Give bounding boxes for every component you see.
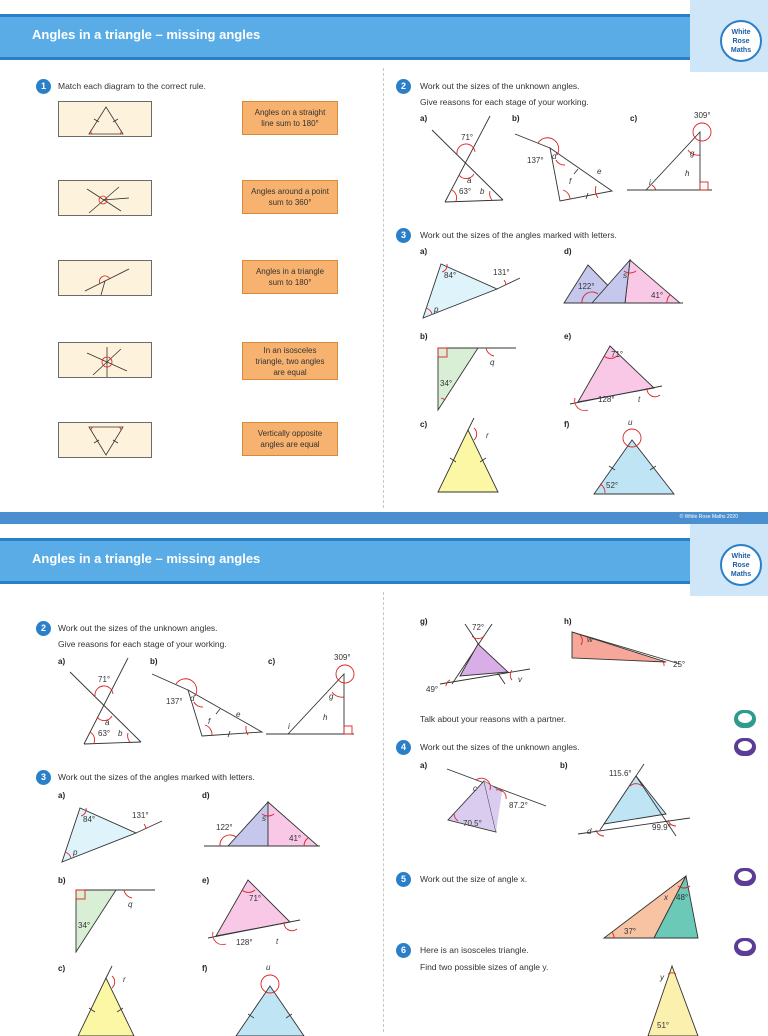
angle-label: d <box>190 694 195 703</box>
angle-label: y <box>660 973 664 982</box>
angle-label: f <box>208 717 211 726</box>
part-label: b) <box>560 761 568 770</box>
angle-label: 71° <box>461 133 474 142</box>
part-label: d) <box>564 247 572 256</box>
angle-label: x <box>664 893 668 902</box>
angle-label: 115.6° <box>609 769 632 778</box>
angle-label: 63° <box>459 187 472 196</box>
part-label: f) <box>564 420 570 429</box>
rule-card-straight-line[interactable]: Angles on a straight line sum to 180° <box>242 101 338 135</box>
hint-icon <box>734 738 756 756</box>
question-text: Here is an isosceles triangle. <box>420 945 529 955</box>
angle-label: 34° <box>78 921 91 930</box>
angle-label: 41° <box>289 834 302 843</box>
logo-line: White <box>731 553 751 560</box>
angle-label: 131° <box>493 268 510 277</box>
angle-label: b <box>118 729 123 738</box>
q6-figure <box>0 524 768 1036</box>
part-label: c) <box>420 420 428 429</box>
part-label: b) <box>420 332 428 341</box>
part-label: a) <box>58 791 66 800</box>
part-label: b) <box>512 114 520 123</box>
question-text: Work out the sizes of the angles marked with letters. <box>420 230 617 240</box>
angle-label: h <box>323 713 328 722</box>
angle-label: a <box>105 718 110 727</box>
part-label: a) <box>420 761 428 770</box>
question-number: 5 <box>396 872 411 887</box>
question-text: Give reasons for each stage of your working. <box>420 97 589 107</box>
angle-label: 72° <box>472 623 485 632</box>
angle-label: a <box>467 176 472 185</box>
angle-label: 122° <box>216 823 233 832</box>
angle-label: e <box>597 167 602 176</box>
question-number: 6 <box>396 943 411 958</box>
copyright: © White Rose Maths 2020 <box>679 514 738 520</box>
angle-label: i <box>649 178 651 187</box>
logo-line: Maths <box>730 571 752 578</box>
angle-label: 131° <box>132 811 149 820</box>
part-label: e) <box>564 332 572 341</box>
angle-label: p <box>73 848 78 857</box>
angle-label: 71° <box>249 894 262 903</box>
angle-label: t <box>638 395 641 404</box>
angle-label: u <box>628 418 633 427</box>
angle-label: c <box>473 784 477 793</box>
angle-label: 99.9° <box>652 823 671 832</box>
angle-label: 137° <box>166 697 183 706</box>
question-text: Work out the size of angle x. <box>420 874 528 884</box>
rule-card-triangle-sum[interactable]: Angles in a triangle sum to 180° <box>242 260 338 294</box>
angle-label: t <box>276 937 279 946</box>
part-label: d) <box>202 791 210 800</box>
angle-label: s <box>623 271 627 280</box>
part-label: b) <box>150 657 158 666</box>
angle-label: f <box>569 177 572 186</box>
page-title: Angles in a triangle – missing angles <box>32 551 261 566</box>
question-text: Find two possible sizes of angle y. <box>420 962 549 972</box>
question-text: Work out the sizes of the unknown angles. <box>420 81 580 91</box>
logo-line: Maths <box>730 47 752 54</box>
logo-line: Rose <box>732 38 750 45</box>
angle-label: w <box>587 635 593 644</box>
angle-label: 51° <box>657 1021 670 1030</box>
hint-icon <box>734 868 756 886</box>
angle-label: 70.5° <box>463 819 482 828</box>
angle-label: h <box>685 169 690 178</box>
part-label: a) <box>420 114 428 123</box>
logo-line: White <box>731 29 751 36</box>
angle-label: 84° <box>83 815 96 824</box>
angle-label: p <box>434 305 439 314</box>
question-number: 4 <box>396 740 411 755</box>
question-number: 3 <box>36 770 51 785</box>
question-number: 1 <box>36 79 51 94</box>
angle-label: g <box>329 692 334 701</box>
angle-label: q <box>490 358 495 367</box>
angle-label: b <box>480 187 485 196</box>
angle-label: 48° <box>676 893 689 902</box>
part-label: b) <box>58 876 66 885</box>
part-label: g) <box>420 617 428 626</box>
page-separator <box>0 512 768 524</box>
part-label: c) <box>630 114 638 123</box>
question-number: 2 <box>396 79 411 94</box>
angle-label: 34° <box>440 379 453 388</box>
angle-label: 71° <box>98 675 111 684</box>
angle-label: 128° <box>236 938 253 947</box>
part-label: e) <box>202 876 210 885</box>
worksheet-page-1 <box>0 0 768 512</box>
angle-label: 137° <box>527 156 544 165</box>
question-text: Match each diagram to the correct rule. <box>58 81 206 91</box>
angle-label: 122° <box>578 282 595 291</box>
part-label: c) <box>268 657 276 666</box>
angle-label: 128° <box>598 395 615 404</box>
angle-label: 84° <box>444 271 457 280</box>
angle-label: 52° <box>606 481 619 490</box>
angle-label: e <box>236 710 241 719</box>
angle-label: v <box>518 675 522 684</box>
partner-prompt: Talk about your reasons with a partner. <box>420 714 566 724</box>
worksheet-page-2 <box>0 524 768 1036</box>
rule-card-vertically-opposite[interactable]: Vertically opposite angles are equal <box>242 422 338 456</box>
angle-label: d <box>587 827 592 836</box>
angle-label: u <box>266 963 271 972</box>
part-label: a) <box>420 247 428 256</box>
part-label: h) <box>564 617 572 626</box>
question-text: Give reasons for each stage of your working. <box>58 639 227 649</box>
angle-label: 309° <box>334 653 351 662</box>
angle-label: d <box>552 152 557 161</box>
part-label: f) <box>202 964 208 973</box>
angle-label: 25° <box>673 660 686 669</box>
logo-line: Rose <box>732 562 750 569</box>
question-number: 3 <box>396 228 411 243</box>
part-label: a) <box>58 657 66 666</box>
rule-card-isosceles[interactable]: In an isosceles triangle, two angles are equal <box>242 342 338 380</box>
angle-label: 63° <box>98 729 111 738</box>
discussion-icon <box>734 710 756 728</box>
angle-label: r <box>123 975 126 984</box>
rule-card-around-point[interactable]: Angles around a point sum to 360° <box>242 180 338 214</box>
angle-label: 87.2° <box>509 801 528 810</box>
angle-label: s <box>262 814 266 823</box>
angle-label: 37° <box>624 927 637 936</box>
question-number: 2 <box>36 621 51 636</box>
angle-label: i <box>288 722 290 731</box>
angle-label: q <box>128 900 133 909</box>
angle-label: 309° <box>694 111 711 120</box>
question-text: Work out the sizes of the unknown angles. <box>58 623 218 633</box>
question-text: Work out the sizes of the angles marked with letters. <box>58 772 255 782</box>
angle-label: 71° <box>611 350 624 359</box>
page-title: Angles in a triangle – missing angles <box>32 27 261 42</box>
angle-label: g <box>690 149 695 158</box>
question-text: Work out the sizes of the unknown angles. <box>420 742 580 752</box>
angle-label: 41° <box>651 291 664 300</box>
angle-label: r <box>486 431 489 440</box>
angle-label: 49° <box>426 685 439 694</box>
hint-icon <box>734 938 756 956</box>
part-label: c) <box>58 964 66 973</box>
q3-figures-page1 <box>0 0 768 512</box>
